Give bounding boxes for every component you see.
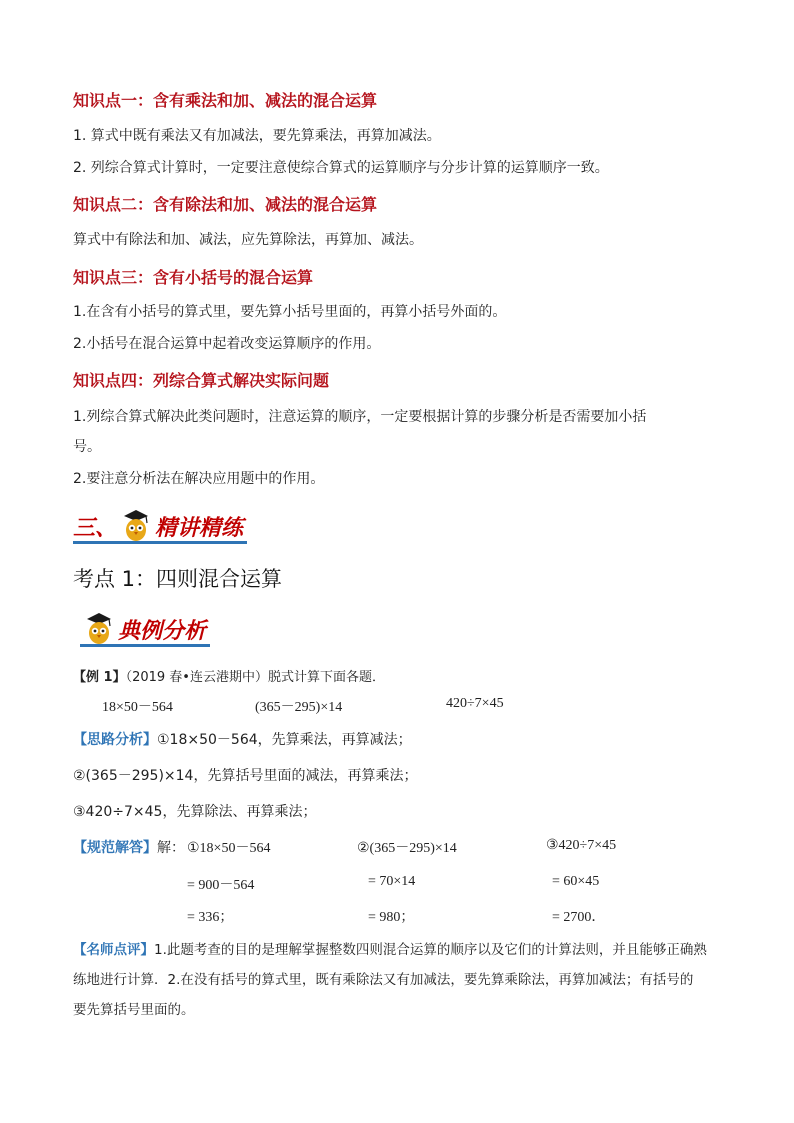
solution-header <box>73 837 185 857</box>
comment-label: 【名师点评】 <box>73 942 154 958</box>
knowledge-4-line-1: 1.列综合算式解决此类问题时，注意运算的顺序，一定要根据计算的步骤分析是否需要加小括 <box>73 409 647 425</box>
solution-col3-row3: = 2700． <box>552 910 606 925</box>
owl-scholar-icon <box>121 508 151 542</box>
solution-col1-row3: = 336； <box>187 910 234 925</box>
knowledge-title-3: 知识点三：含有小括号的混合运算 <box>73 268 314 287</box>
banner-text: 典例分析 <box>118 618 207 644</box>
analysis-line-3: ③420÷7×45，先算除法、再算乘法； <box>73 804 317 820</box>
comment-text-1: 1.此题考查的目的是理解掌握整数四则混合运算的顺序以及它们的计算法则，并且能够正确熟 <box>154 942 707 958</box>
solution-col2-row3: = 980； <box>368 910 415 925</box>
knowledge-1-line-1: 1. 算式中既有乘法又有加减法，要先算乘法，再算加减法。 <box>73 128 441 144</box>
analysis-line-2: ②(365－295)×14，先算括号里面的减法，再算乘法； <box>73 768 418 784</box>
example-problem-1: 18×50－564 <box>102 700 173 715</box>
solution-label: 【规范解答】 <box>73 840 157 856</box>
example-source: （2019 春•连云港期中）脱式计算下面各题． <box>125 670 385 685</box>
solution-col1-row1: ①18×50－564 <box>187 841 271 856</box>
solution-prefix: 解： <box>157 840 185 856</box>
example-label: 【例 1】 <box>73 670 126 685</box>
example-analysis-banner <box>80 605 206 645</box>
knowledge-3-line-1: 1.在含有小括号的算式里，要先算小括号里面的，再算小括号外面的。 <box>73 304 507 320</box>
solution-col3-row1: ③420÷7×45 <box>546 838 617 853</box>
solution-col1-row2: = 900－564 <box>187 878 255 893</box>
solution-col2-row1: ②(365－295)×14 <box>357 841 457 856</box>
knowledge-title-2: 知识点二：含有除法和加、减法的混合运算 <box>73 195 378 214</box>
comment-line-1 <box>73 938 707 958</box>
analysis-line-1 <box>73 729 412 749</box>
banner-text: 精讲精练 <box>155 515 244 541</box>
section-banner-lecture <box>73 500 243 542</box>
knowledge-title-1: 知识点一：含有乘法和加、减法的混合运算 <box>73 91 378 110</box>
comment-line-3: 要先算括号里面的。 <box>73 1002 195 1018</box>
knowledge-title-4: 知识点四：列综合算式解决实际问题 <box>73 371 330 390</box>
knowledge-1-line-2: 2. 列综合算式计算时，一定要注意使综合算式的运算顺序与分步计算的运算顺序一致。 <box>73 160 609 176</box>
knowledge-4-line-2: 号。 <box>73 439 101 455</box>
banner-prefix: 三、 <box>73 515 118 541</box>
example-problem-3: 420÷7×45 <box>446 696 504 711</box>
owl-scholar-icon <box>84 611 114 645</box>
example-header <box>73 666 385 685</box>
knowledge-4-line-3: 2.要注意分析法在解决应用题中的作用。 <box>73 471 325 487</box>
comment-line-2: 练地进行计算．2.在没有括号的算式里，既有乘除法又有加减法，要先算乘除法，再算加减法；有括号的 <box>73 972 694 988</box>
section-title: 考点 1：四则混合运算 <box>73 567 283 591</box>
solution-col3-row2: = 60×45 <box>552 874 600 889</box>
analysis-text-1: ①18×50－564，先算乘法，再算减法； <box>157 732 412 748</box>
solution-col2-row2: = 70×14 <box>368 874 416 889</box>
knowledge-2-line-1: 算式中有除法和加、减法，应先算除法，再算加、减法。 <box>73 232 423 248</box>
analysis-label: 【思路分析】 <box>73 732 157 748</box>
knowledge-3-line-2: 2.小括号在混合运算中起着改变运算顺序的作用。 <box>73 336 381 352</box>
example-problem-2: (365－295)×14 <box>255 700 343 715</box>
